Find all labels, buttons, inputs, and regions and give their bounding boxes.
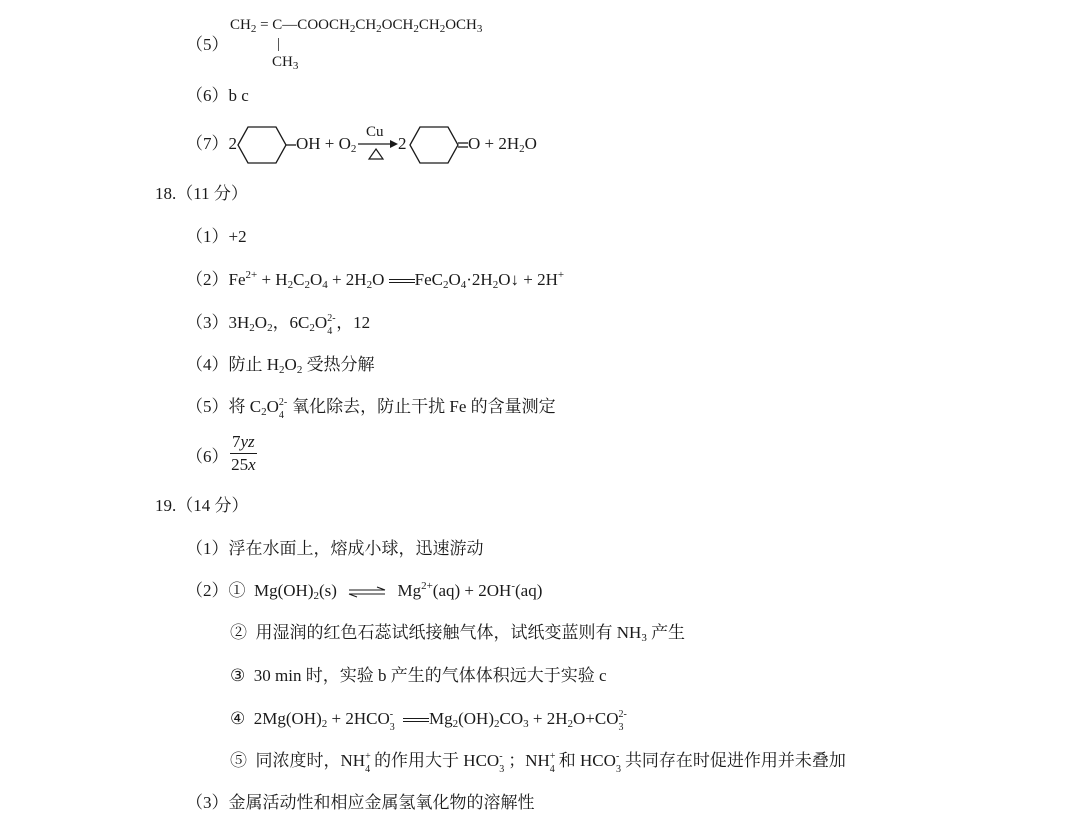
q18-heading: 18.（11 分）	[155, 184, 248, 203]
q17-part7-catalyst: Cu	[366, 124, 384, 140]
q18-part3: $(3)3H_2O_2$，$6C_2O$ 2- 4 ，12	[186, 313, 371, 338]
q19-part1-label: （1）	[186, 539, 229, 558]
q17-part7-label: （7）	[186, 134, 229, 153]
q17-part5-label: （5）	[186, 35, 229, 54]
q17-part7-coef1: 2	[228, 134, 237, 153]
item5-text-e: 共同存在时促进作用并未叠加	[624, 751, 846, 770]
q19-part3	[186, 793, 535, 813]
fraction-numerator: 7yz	[230, 432, 257, 454]
q17-part5-branch-bond: |	[277, 36, 281, 52]
q18-part3-label: （3）	[186, 313, 229, 332]
q18-part4-suffix: 受热分解	[306, 355, 375, 374]
q18-part6-fraction	[230, 432, 257, 475]
q18-part5: （5）将 $C_2O$ 2- 4 氧化除去，防止干扰 Fe 的含量测定	[186, 397, 556, 422]
q17-part6-answer: b c	[228, 86, 249, 105]
cyclohexanone-ring-icon	[410, 126, 468, 164]
q18-part1-label: （1）	[186, 227, 229, 246]
q18-part2-label: （2）	[186, 270, 229, 289]
cyclohexane-ring-icon	[238, 126, 296, 164]
q18-part2: $(2)Fe^{2+} + H_2C_2O_4 + 2H_2O$ $FeC_2O_4\cdot 2H_2O↓ + 2H^+$	[186, 269, 565, 291]
equilibrium-arrow-icon	[347, 582, 387, 602]
q19-part3-answer: 金属活动性和相应金属氢氧化物的溶解性	[228, 793, 535, 812]
fraction-denominator: 25x	[231, 455, 256, 474]
q18-part6-label: （6）	[186, 447, 229, 466]
reaction-arrow-icon	[358, 140, 398, 148]
q18-part5-prefix: 将 C	[228, 397, 262, 416]
q19-part2-item4: ④ $2Mg(OH)_2 + 2HCO$ - 3 $Mg_2(OH)_2CO_3 + 2H_2O+CO$ 2- 3	[230, 709, 627, 734]
q19-part2-item5: ⑤ 同浓度时，NH + 4 的作用大于 HCO - 3 ；NH + 4 和 HCO - 3 共同存在时促进作用并未叠加	[230, 751, 846, 776]
q18-part5-label: （5）	[186, 397, 229, 416]
q19-part3-label: （3）	[186, 793, 229, 812]
q18-part4: （4）防止 $H_2O_2$ 受热分解	[186, 355, 375, 376]
item5-text-a: 同浓度时，NH	[255, 751, 366, 770]
q19-part2-label: （2）	[186, 581, 229, 600]
q18-part5-suffix: 氧化除去，防止干扰 Fe 的含量测定	[292, 397, 556, 416]
q18-part4-prefix: 防止 H	[228, 355, 280, 374]
q18-part1	[186, 227, 247, 247]
item-marker: ②	[230, 623, 247, 642]
q19-part1	[186, 539, 484, 559]
q19-part2-item1: （2）① $Mg(OH)_2(s) Mg^{2+}(aq) + 2OH^-(aq)$	[186, 580, 543, 602]
q17-part6-label: （6）	[186, 86, 229, 105]
q17-part7-products: $O + 2H_2O$	[468, 134, 537, 155]
item2-suffix: 产生	[651, 623, 686, 642]
q17-part5-branch: $CH_3$	[272, 54, 299, 72]
heat-triangle-icon	[368, 148, 384, 160]
q19-part2-item2: ② 用湿润的红色石蕊试纸接触气体，试纸变蓝则有 $NH_3$ 产生	[230, 623, 686, 644]
item-marker: ①	[228, 581, 246, 600]
item2-text: 用湿润的红色石蕊试纸接触气体，试纸变蓝则有 NH	[255, 623, 642, 642]
q19-heading: 19.（14 分）	[155, 496, 249, 515]
item-marker: ③	[230, 666, 246, 685]
q19-part1-answer: 浮在水面上，熔成小球，迅速游动	[228, 539, 484, 558]
q17-part7	[186, 134, 237, 154]
q17-part6	[186, 86, 249, 106]
item5-text-b: 的作用大于 HCO	[374, 751, 500, 770]
item-marker: ④	[230, 709, 246, 728]
q19-part2-item3: ③ 30 min 时，实验 b 产生的气体体积远大于实验 c	[230, 666, 607, 685]
item-marker: ⑤	[230, 751, 247, 770]
item5-text-c: ；NH	[508, 751, 550, 770]
q17-part5-formula: $CH_2$ = $C—COOCH_2CH_2OCH_2CH_2OCH_3$	[230, 17, 483, 35]
q18-part4-label: （4）	[186, 355, 229, 374]
q17-part7-coef2: 2	[398, 134, 407, 153]
q17-part7-reactants: OH + $O_2$	[296, 134, 357, 155]
q18-part1-answer: +2	[228, 227, 247, 246]
item5-text-d: 和 HCO	[558, 751, 616, 770]
